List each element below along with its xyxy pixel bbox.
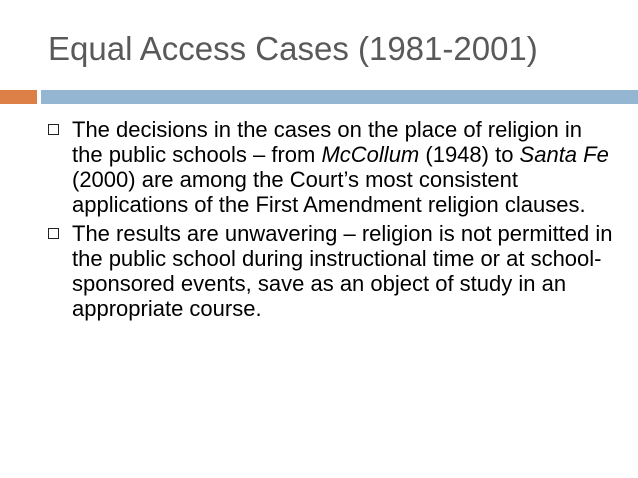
- slide-title: Equal Access Cases (1981-2001): [48, 30, 538, 67]
- bullet-text-segment: (2000) are among the Court’s most consistent applications of the First Amendment religion clauses.: [72, 167, 586, 217]
- square-bullet-icon: [48, 228, 59, 239]
- title-divider-bar: [41, 90, 638, 104]
- bullet-item-results: [48, 221, 618, 321]
- bullet-list: [48, 117, 618, 325]
- bullet-item-decisions: [48, 117, 618, 217]
- square-bullet-icon: [48, 124, 59, 135]
- bullet-text: The results are unwavering – religion is not permitted in the public school during instructional time or at school-sponsored events, save as an object of study in an appropriate course.: [72, 221, 613, 321]
- case-name-mccollum: McCollum: [321, 142, 420, 167]
- bullet-text: [72, 117, 618, 217]
- bullet-text-segment: (1948) to: [419, 142, 520, 167]
- bullet-text-segment: The decisions in the cases on the place of religion in the public schools – from: [72, 117, 582, 167]
- case-name-santa-fe: Santa Fe: [519, 142, 609, 167]
- title-accent-bar: [0, 90, 37, 104]
